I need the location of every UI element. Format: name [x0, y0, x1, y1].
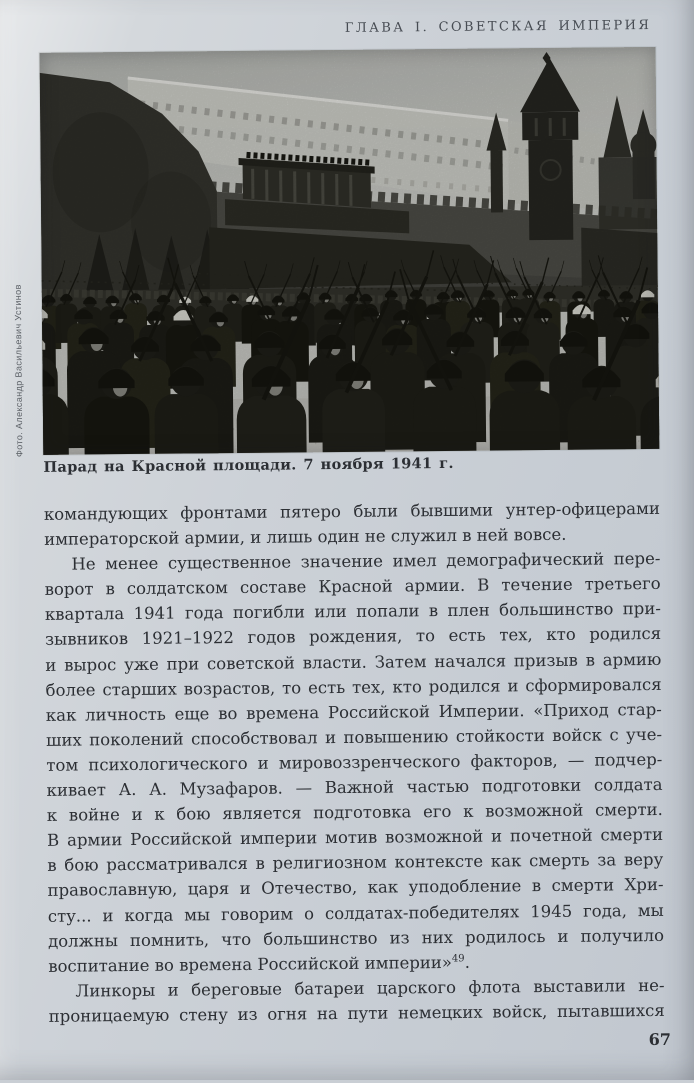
- text-line: проницаемую стену из огня на пути немецких войск, пытавшихся: [49, 998, 665, 1029]
- text-line: к войне и к бою является подготовка его к возможной смерти.: [47, 797, 663, 828]
- text-line: зывников 1921–1922 годов рождения, то есть тех, кто родился: [45, 621, 661, 652]
- text-line: воспитание во времена Российской империи»$^{49}$.: [48, 948, 664, 979]
- text-line: как личность еще во времена Российской Империи. «Приход стар-: [46, 697, 662, 728]
- text-line: квартала 1941 года погибли или попали в плен большинство при-: [45, 596, 661, 627]
- text-line: Линкоры и береговые батареи царского флота выставили не-: [48, 973, 664, 1004]
- text-line: кивает А. А. Музафаров. — Важной частью подготовки солдата: [46, 772, 662, 803]
- paragraph: [44, 546, 664, 978]
- text-line: В армии Российской империи мотив возможной и почетной смерти: [47, 822, 663, 853]
- text-line: командующих фронтами пятеро были бывшими унтер-офицерами: [44, 496, 660, 527]
- running-head: ГЛАВА I. СОВЕТСКАЯ ИМПЕРИЯ: [345, 18, 652, 36]
- body-text: [44, 496, 665, 1029]
- paragraph: [44, 496, 660, 552]
- text-line: более старших возрастов, то есть тех, кто родился и сформировался: [45, 672, 661, 703]
- photo-credit: Фото. Александр Васильевич Устинов: [12, 243, 24, 457]
- text-line: ворот в солдатском составе Красной армии. В течение третьего: [45, 571, 661, 602]
- text-line: том психологического и мировоззренческого факторов, — подчер-: [46, 747, 662, 778]
- text-line: ших поколений способствовал и повышению стойкости войск с уче-: [46, 722, 662, 753]
- text-line: должны помнить, что большинство из них родилось и получило: [48, 923, 664, 954]
- parade-photo-art: [40, 47, 660, 455]
- photo-caption: Парад на Красной площади. 7 ноября 1941 г.: [43, 453, 659, 476]
- text-line: императорской армии, и лишь один не служил в ней вовсе.: [44, 521, 660, 552]
- text-line: Не менее существенное значение имел демографический пере-: [44, 546, 660, 577]
- page-number: 67: [649, 1030, 671, 1049]
- text-line: в бою рассматривался в религиозном контексте как смерть за веру: [47, 847, 663, 878]
- text-line: сту... и когда мы говорим о солдатах-победителях 1945 года, мы: [48, 897, 664, 928]
- parade-photo: [40, 47, 660, 455]
- paragraph: [48, 973, 664, 1029]
- text-line: православную, царя и Отечество, как уподобление в смерти Хри-: [47, 872, 663, 903]
- text-line: и вырос уже при советской власти. Затем начался призыв в армию: [45, 646, 661, 677]
- footnote-marker: 49: [452, 953, 465, 964]
